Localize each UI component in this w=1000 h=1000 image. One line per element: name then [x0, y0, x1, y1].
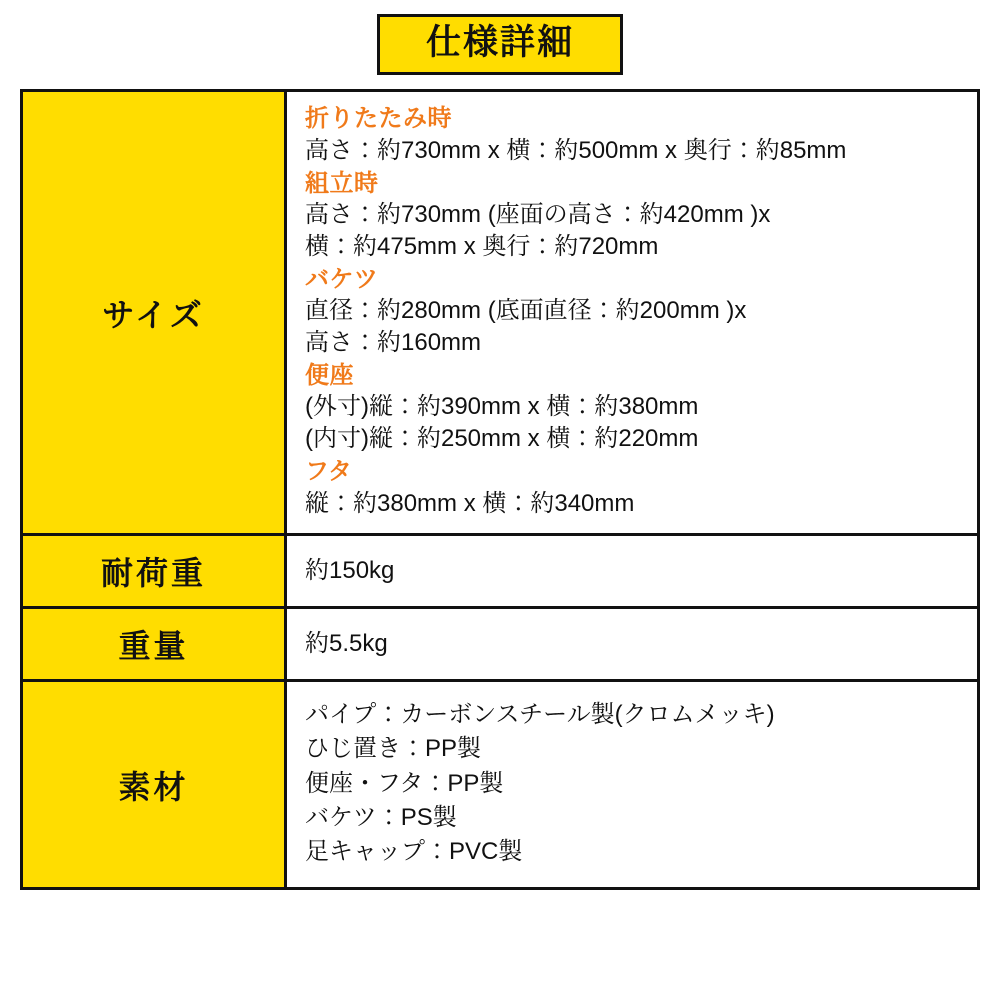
weight-line-1: 約5.5kg	[305, 630, 388, 658]
row-label-material: 素材	[22, 681, 286, 888]
size-group-lid-heading: フタ	[305, 457, 353, 485]
size-group-seat-heading: 便座	[305, 361, 354, 389]
size-group-bucket-line-2: 高さ：約160mm	[305, 329, 482, 357]
material-line-2: ひじ置き：PP製	[305, 735, 482, 763]
size-group-bucket	[305, 265, 961, 359]
page-title: 仕様詳細	[377, 14, 623, 75]
row-label-weight: 重量	[22, 608, 286, 681]
size-group-bucket-line-1: 直径：約280mm (底面直径：約200mm )x	[305, 297, 747, 325]
table-row	[22, 681, 979, 888]
table-row	[22, 91, 979, 535]
material-line-5: 足キャップ：PVC製	[305, 837, 523, 865]
size-group-seat	[305, 361, 961, 455]
size-group-assembled-line-1: 高さ：約730mm (座面の高さ：約420mm )x	[305, 201, 771, 229]
row-value-weight	[286, 608, 979, 681]
size-group-seat-line-2: (内寸)縦：約250mm x 横：約220mm	[305, 425, 699, 453]
size-group-folded-line-1: 高さ：約730mm x 横：約500mm x 奥行：約85mm	[305, 136, 847, 164]
row-value-size	[286, 91, 979, 535]
table-row	[22, 535, 979, 608]
load-capacity-line-1: 約150kg	[305, 557, 395, 585]
material-line-4: バケツ：PS製	[305, 803, 457, 831]
size-group-folded	[305, 104, 961, 166]
specification-table	[20, 89, 980, 890]
size-group-lid	[305, 457, 961, 519]
row-value-load-capacity	[286, 535, 979, 608]
material-line-3: 便座・フタ：PP製	[305, 769, 504, 797]
row-value-material	[286, 681, 979, 888]
size-group-folded-heading: 折りたたみ時	[305, 105, 452, 133]
size-group-assembled-heading: 組立時	[305, 169, 379, 197]
material-line-1: パイプ：カーボンスチール製(クロムメッキ)	[305, 701, 775, 729]
size-group-lid-line-1: 縦：約380mm x 横：約340mm	[305, 489, 635, 517]
row-label-size: サイズ	[22, 91, 286, 535]
size-group-bucket-heading: バケツ	[305, 265, 379, 293]
table-row	[22, 608, 979, 681]
size-group-seat-line-1: (外寸)縦：約390mm x 横：約380mm	[305, 393, 699, 421]
row-label-load-capacity: 耐荷重	[22, 535, 286, 608]
size-group-assembled-line-2: 横：約475mm x 奥行：約720mm	[305, 233, 659, 261]
size-group-assembled	[305, 169, 961, 263]
title-banner-wrapper	[0, 0, 1000, 75]
